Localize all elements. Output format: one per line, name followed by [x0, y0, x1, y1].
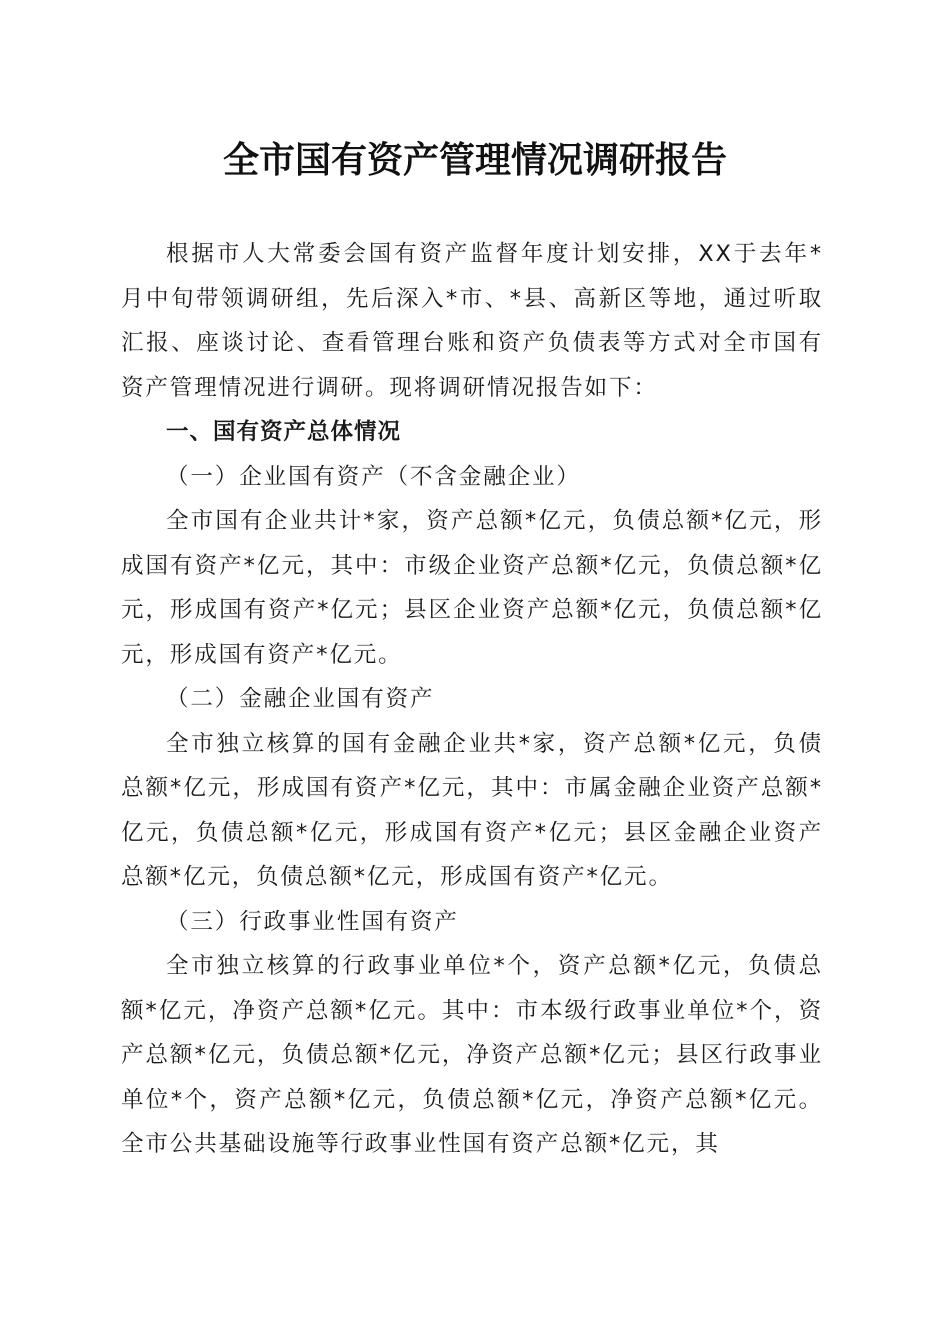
subsection-heading-2: （二）金融企业国有资产	[166, 686, 435, 712]
subsection-heading-3: （三）行政事业性国有资产	[166, 908, 459, 935]
section-heading-1: 一、国有资产总体情况	[166, 419, 402, 445]
page-title: 全市国有资产管理情况调研报告	[222, 139, 727, 181]
document-body	[121, 232, 823, 1167]
subsection-paragraph-1: 全市国有企业共计*家，资产总额*亿元，负债总额*亿元，形成国有资产*亿元，其中：市级企业资产总额*亿元，负债总额*亿元，形成国有资产*亿元；县区企业资产总额*亿元，负债总额*亿元，形成国有资产*亿元。	[121, 508, 823, 668]
subsection-heading-1: （一）企业国有资产（不含金融企业）	[166, 463, 581, 490]
intro-paragraph: 根据市人大常委会国有资产监督年度计划安排，XX于去年*月中旬带领调研组，先后深入*市、*县、高新区等地，通过听取汇报、座谈讨论、查看管理台账和资产负债表等方式对全市国有资产管理情况进行调研。现将调研情况报告如下：	[121, 241, 823, 401]
subsection-paragraph-2: 全市独立核算的国有金融企业共*家，资产总额*亿元，负债总额*亿元，形成国有资产*亿元，其中：市属金融企业资产总额*亿元，负债总额*亿元，形成国有资产*亿元；县区金融企业资产总额*亿元，负债总额*亿元，形成国有资产*亿元。	[121, 730, 823, 890]
subsection-paragraph-3: 全市独立核算的行政事业单位*个，资产总额*亿元，负债总额*亿元，净资产总额*亿元。其中：市本级行政事业单位*个，资产总额*亿元，负债总额*亿元，净资产总额*亿元；县区行政事业单位*个，资产总额*亿元，负债总额*亿元，净资产总额*亿元。全市公共基础设施等行政事业性国有资产总额*亿元，其	[121, 953, 823, 1157]
